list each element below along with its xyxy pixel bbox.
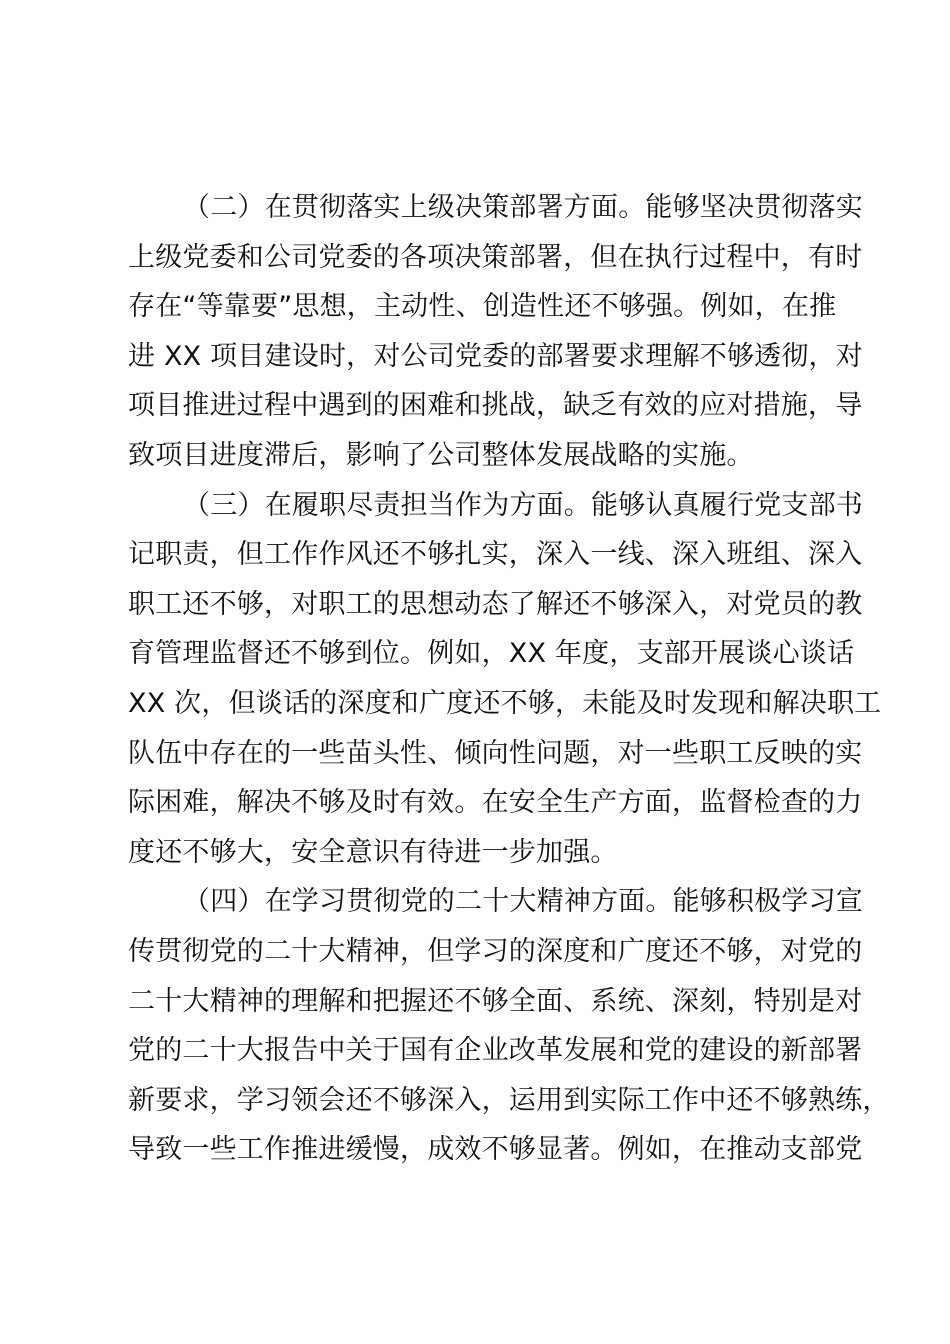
paragraph-4-line-5: 新要求，学习领会还不够深入，运用到实际工作中还不够熟练，	[128, 1084, 890, 1116]
paragraph-4-line-2: 传贯彻党的二十大精神，但学习的深度和广度还不够，对党的	[128, 935, 863, 967]
paragraph-3-line-1: （三）在履职尽责担当作为方面。能够认真履行党支部书	[183, 489, 863, 521]
paragraph-2-line-5: 项目推进过程中遇到的困难和挑战，缺乏有效的应对措施，导	[128, 390, 863, 422]
paragraph-2-line-2: 上级党委和公司党委的各项决策部署，但在执行过程中，有时	[128, 241, 863, 273]
paragraph-2-line-4: 进 XX 项目建设时，对公司党委的部署要求理解不够透彻，对	[128, 340, 863, 372]
paragraph-3-line-8: 度还不够大，安全意识有待进一步加强。	[128, 836, 618, 868]
paragraph-3-line-2: 记职责，但工作作风还不够扎实，深入一线、深入班组、深入	[128, 539, 863, 571]
paragraph-2-line-3: 存在“等靠要”思想，主动性、创造性还不够强。例如，在推	[128, 291, 837, 323]
paragraph-4-line-6: 导致一些工作推进缓慢，成效不够显著。例如，在推动支部党	[128, 1134, 863, 1166]
paragraph-3-line-4: 育管理监督还不够到位。例如，XX 年度，支部开展谈心谈话	[128, 638, 855, 670]
paragraph-3-line-6: 队伍中存在的一些苗头性、倾向性问题，对一些职工反映的实	[128, 737, 863, 769]
paragraph-4-line-3: 二十大精神的理解和把握还不够全面、系统、深刻，特别是对	[128, 985, 863, 1017]
paragraph-2-line-1: （二）在贯彻落实上级决策部署方面。能够坚决贯彻落实	[183, 192, 863, 223]
document-body	[128, 183, 890, 1175]
paragraph-2-line-6: 致项目进度滞后，影响了公司整体发展战略的实施。	[128, 439, 754, 471]
paragraph-4-line-1: （四）在学习贯彻党的二十大精神方面。能够积极学习宣	[183, 886, 863, 918]
paragraph-3-line-3: 职工还不够，对职工的思想动态了解还不够深入，对党员的教	[128, 588, 863, 620]
paragraph-4-line-4: 党的二十大报告中关于国有企业改革发展和党的建设的新部署	[128, 1035, 863, 1067]
paragraph-3-line-7: 际困难，解决不够及时有效。在安全生产方面，监督检查的力	[128, 787, 863, 819]
paragraph-3-line-5: XX 次，但谈话的深度和广度还不够，未能及时发现和解决职工	[128, 687, 882, 719]
